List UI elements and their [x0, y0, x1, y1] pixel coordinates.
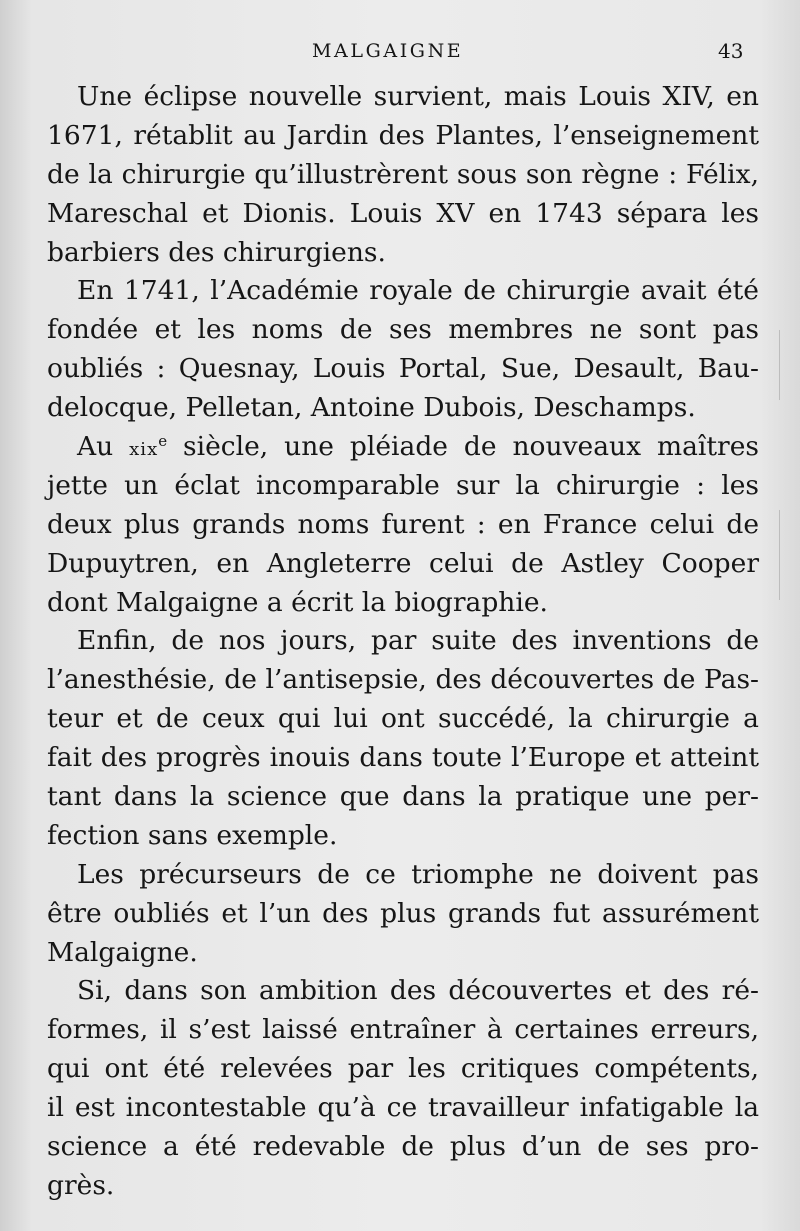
- text-line: grès.: [47, 1169, 115, 1201]
- superscript: e: [158, 432, 168, 451]
- text-line: qui ont été relevées par les critiques compétents,: [47, 1053, 759, 1085]
- text-line: [47, 428, 759, 467]
- text-line: être oubliés et l’un des plus grands fut assurément: [47, 897, 759, 929]
- text-line: formes, il s’est laissé entraîner à certaines erreurs,: [47, 1014, 759, 1046]
- text-line: science a été redevable de plus d’un de ses pro-: [47, 1131, 759, 1163]
- text-fragment: Au: [77, 431, 130, 463]
- text-line: Dupuytren, en Angleterre celui de Astley Cooper: [47, 547, 759, 579]
- text-line: Enfin, de nos jours, par suite des inventions de: [77, 625, 759, 657]
- text-fragment: siècle, une pléiade de nouveaux maîtres: [167, 431, 759, 463]
- text-line: Mareschal et Dionis. Louis XV en 1743 sépara les: [47, 197, 759, 229]
- text-line: barbiers des chirurgiens.: [47, 236, 386, 268]
- text-line: deux plus grands noms furent : en France celui de: [47, 508, 759, 540]
- running-head: [0, 36, 800, 70]
- text-line: Une éclipse nouvelle survient, mais Louis XIV, en: [77, 81, 759, 112]
- small-caps-numeral: xix: [129, 439, 159, 461]
- text-line: delocque, Pelletan, Antoine Dubois, Deschamps.: [47, 392, 696, 424]
- page-edge-mark: [779, 330, 800, 400]
- text-line: oubliés : Quesnay, Louis Portal, Sue, Desault, Bau-: [47, 353, 759, 385]
- text-line: l’anesthésie, de l’antisepsie, des découvertes de Pas-: [47, 664, 759, 696]
- text-line: il est incontestable qu’à ce travailleur infatigable la: [47, 1092, 759, 1124]
- text-line: jette un éclat incomparable sur la chirurgie : les: [47, 469, 759, 501]
- text-line: tant dans la science que dans la pratique une per-: [47, 781, 759, 813]
- text-line: En 1741, l’Académie royale de chirurgie avait été: [77, 275, 759, 307]
- body-text: [47, 78, 759, 1206]
- text-line: fondée et les noms de ses membres ne sont pas: [47, 314, 759, 346]
- text-line: Malgaigne.: [47, 936, 198, 968]
- text-line: Les précurseurs de ce triomphe ne doivent pas: [77, 858, 759, 890]
- running-head-title: MALGAIGNE: [312, 40, 464, 62]
- text-line: de la chirurgie qu’illustrèrent sous son règne : Félix,: [47, 158, 759, 190]
- page-edge-mark: [779, 510, 800, 600]
- page-number: 43: [718, 39, 744, 63]
- text-line: 1671, rétablit au Jardin des Plantes, l’enseignement: [47, 119, 759, 151]
- text-line: teur et de ceux qui lui ont succédé, la chirurgie a: [47, 703, 759, 735]
- text-line: fait des progrès inouis dans toute l’Europe et atteint: [47, 742, 759, 774]
- text-line: dont Malgaigne a écrit la biographie.: [47, 586, 548, 618]
- text-line: fection sans exemple.: [47, 819, 338, 851]
- text-line: Si, dans son ambition des découvertes et des ré-: [77, 975, 759, 1007]
